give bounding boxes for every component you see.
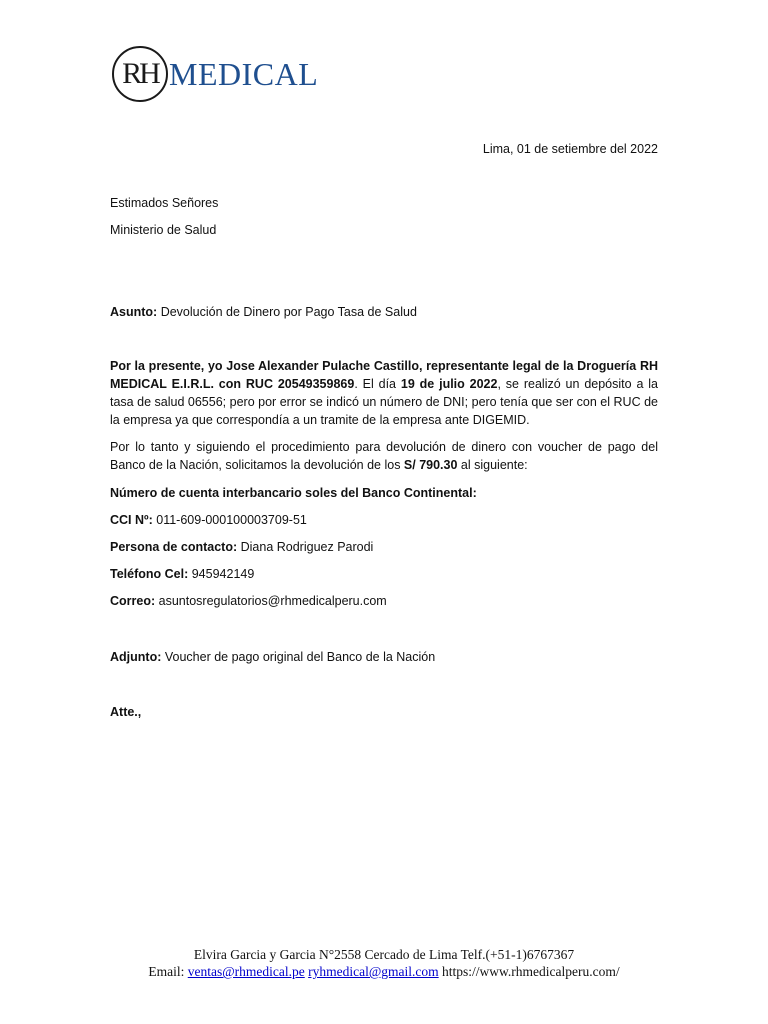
email-line (110, 592, 658, 610)
refund-amount: S/ 790.30 (403, 458, 458, 472)
phone-line (110, 565, 658, 583)
attachment-value: Voucher de pago original del Banco de la Nación (164, 650, 436, 664)
contact-label: Persona de contacto: (110, 540, 238, 554)
paragraph-intro-part: , se realizó un depósito a la tasa de salud 06556; pero por error se indicó un número de DNI; pero tenía que ser con el RUC de la empresa ya que correspondía a un tramite de la empresa ante DIGEMID. (110, 377, 658, 427)
recipient: Ministerio de Salud (110, 223, 217, 237)
logo-mark: RH (112, 46, 168, 102)
footer-email-label: Email: (148, 964, 185, 979)
paragraph-intro-part: . El día (354, 377, 401, 391)
closing: Atte., (110, 705, 142, 719)
company-ruc: RH MEDICAL E.I.R.L. con RUC 20549359869 (110, 359, 658, 391)
paragraph-intro-part: Por la presente, yo (110, 359, 227, 373)
cci-value: 011-609-000100003709-51 (156, 513, 307, 527)
contact-line (110, 538, 658, 556)
email-value: asuntosregulatorios@rhmedicalperu.com (158, 594, 387, 608)
footer-contacts (0, 963, 768, 980)
subject-label: Asunto: (110, 305, 158, 319)
email-label: Correo: (110, 594, 156, 608)
footer-email-ventas[interactable]: ventas@rhmedical.pe (187, 964, 305, 979)
attachment-label: Adjunto: (110, 650, 162, 664)
phone-value: 945942149 (191, 567, 255, 581)
paragraph-request-part: al siguiente: (457, 458, 528, 472)
deposit-date: 19 de julio 2022 (400, 377, 498, 391)
cci-line (110, 511, 658, 529)
greeting: Estimados Señores (110, 196, 219, 210)
paragraph-intro-part: , representante legal de la Droguería (418, 359, 640, 373)
phone-label: Teléfono Cel: (110, 567, 189, 581)
company-logo (112, 46, 318, 102)
paragraph-intro (110, 357, 658, 429)
representative-name: Jose Alexander Pulache Castillo (226, 359, 419, 373)
cci-label: CCI Nº: (110, 513, 153, 527)
account-heading: Número de cuenta interbancario soles del Banco Continental: (110, 486, 477, 500)
logo-text: MEDICAL (169, 55, 319, 92)
paragraph-request (110, 438, 658, 474)
subject-text: Devolución de Dinero por Pago Tasa de Salud (160, 305, 417, 319)
paragraph-request-part: Por lo tanto y siguiendo el procedimiento para devolución de dinero con voucher de pago del Banco de la Nación, solicitamos la devolución de los (110, 440, 658, 472)
letter-date: Lima, 01 de setiembre del 2022 (482, 142, 658, 156)
footer-website[interactable]: https://www.rhmedicalperu.com/ (442, 964, 620, 979)
attachment-line (110, 648, 658, 666)
contact-value: Diana Rodriguez Parodi (240, 540, 374, 554)
footer-email-gmail[interactable]: ryhmedical@gmail.com (308, 964, 439, 979)
subject-line (110, 303, 658, 321)
footer-address: Elvira Garcia y Garcia N°2558 Cercado de Lima Telf.(+51-1)6767367 (193, 947, 575, 962)
